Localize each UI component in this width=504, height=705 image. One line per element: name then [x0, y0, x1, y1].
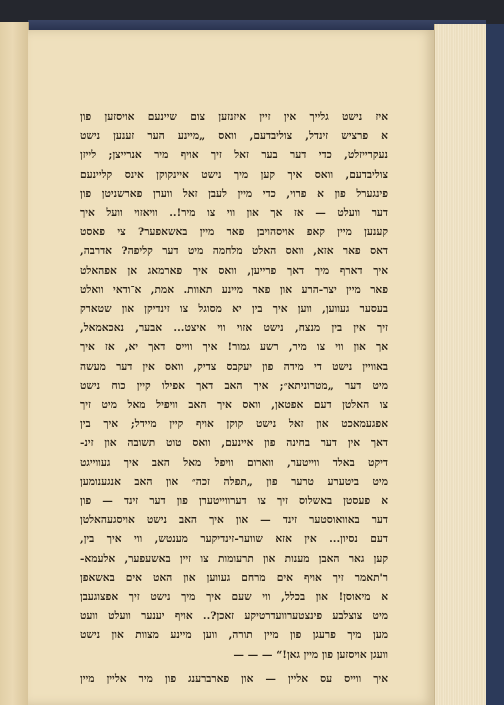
text-line: זיך אין בין מנצח, נישט אזוי ווי איצט... אבער, נאכאמאל,: [80, 322, 388, 335]
text-line: דאס פאר אזא, וואס האלט מלחמה מיט דער קליפה? אדרבה,: [80, 245, 388, 258]
text-line: אך און ווי צו מיר, רשע גמור! איך ווייס דאך יא, אז איך: [80, 341, 388, 354]
text-line: אפגעמאכט און זאל נישט קוקן אויף קיין מיידל; איך בין: [80, 418, 388, 431]
text-line: דאך אין דער בחינה פון איינעם, וואס טוט תשובה און זינ-: [80, 437, 388, 450]
text-line: דעם נסיון... אין אזא שווער-זינדיקער מענטש, ווי איך בין,: [80, 533, 388, 546]
text-line-final: איך ווייס עס אליין — און פארברענג פון מיר אליין מיין: [80, 672, 388, 685]
text-line: צוליבדעם, וואס איך קען מיך נישט איינקוקן אינס קליינעם: [80, 168, 388, 181]
text-line: א פרציש זינדל, צוליבדעם, וואס „מיינע הער זענען נישט: [80, 130, 388, 143]
text-line: מען מיך פרעגן פון מיין תורה, ווען מיינע מצוות און נישט: [80, 629, 388, 642]
text-line: מיט צוצלבע פינצטערוועדרטיקע זאכן?.. אויף יענער וועלט וועט: [80, 610, 388, 623]
text-line: דער באוואוסטער זינד — און איך האב נישט אויסגעהאלטן: [80, 514, 388, 527]
book-gutter: [0, 22, 29, 705]
text-line: איז נישט גלייך אין זיין איזנזען צום שיינעם אויסזען פון: [80, 111, 388, 123]
book-cover-side: [486, 24, 504, 705]
text-line: א מיאוסן! און בכלל, ווי שעם איך מיך נישט זיך אפצוגעבן: [80, 591, 388, 604]
page-stack-edge: [434, 24, 487, 705]
text-line: מיט ביטערע טרער פון „תפלה זכה״ און האב אנגענומען: [80, 475, 388, 488]
text-line: באוויין נישט די מידה פון יעקבס צדיק, וואס אין דער מעשה: [80, 360, 388, 373]
text-line: נעקרייזלט, כדי דער בער זאל זיך אויף מיר אנרייצן; לייזן: [80, 149, 388, 162]
text-line: מיט דער „מטרוניתא״; איך האב דאך אפילו קיין כוח נישט: [80, 379, 388, 392]
text-line: ר'תאמר זיך אויף אים מרחם געווען און האט אים באשאפן: [80, 571, 388, 584]
page-text: [80, 108, 388, 689]
text-line: דער וועלט — אז אך און ווי צו מיר!.. וויאזוי וועל איך: [80, 207, 388, 220]
text-line: בעסער געווען, ווען איך בין יא מסוגל צו זינדיקן און שטארק: [80, 303, 388, 316]
text-line: א פעסטן באשלוס זיך צו דערווייטערן פון דער זינד — פון: [80, 495, 388, 508]
text-line: קענען מיין קאפ אויסהויבן פאר מיין באשאפער? צי פאסט: [80, 226, 388, 239]
text-line: דיקט באלד ווייטער, ווארום וויפל מאל האב איך געווייגט: [80, 456, 388, 469]
text-line: וועגן אויסזען פון מיין גאן!“ — — —: [233, 648, 388, 661]
text-line: צו האלטן דעם אפטאן, וואס איך האב וויפיל מאל מיט זיך: [80, 399, 388, 412]
text-line: פינגערל פון א פרוי, כדי מיין לעבן זאל ווערן פארשניטן פון: [80, 187, 388, 200]
text-line: פאר מיין יצר-הרע און פאר מיינע תאוות. אמת, א־ודאי וואלט: [80, 283, 388, 296]
text-line: קען גאר האבן מענות און תרעומות צו זיין באשעפער, אלעמא-: [80, 552, 388, 565]
text-line: איך דארף מיך דאך פרייען, וואס איך פארמאג אן אפהאלט: [80, 264, 388, 277]
book-cover-edge: [28, 20, 486, 30]
